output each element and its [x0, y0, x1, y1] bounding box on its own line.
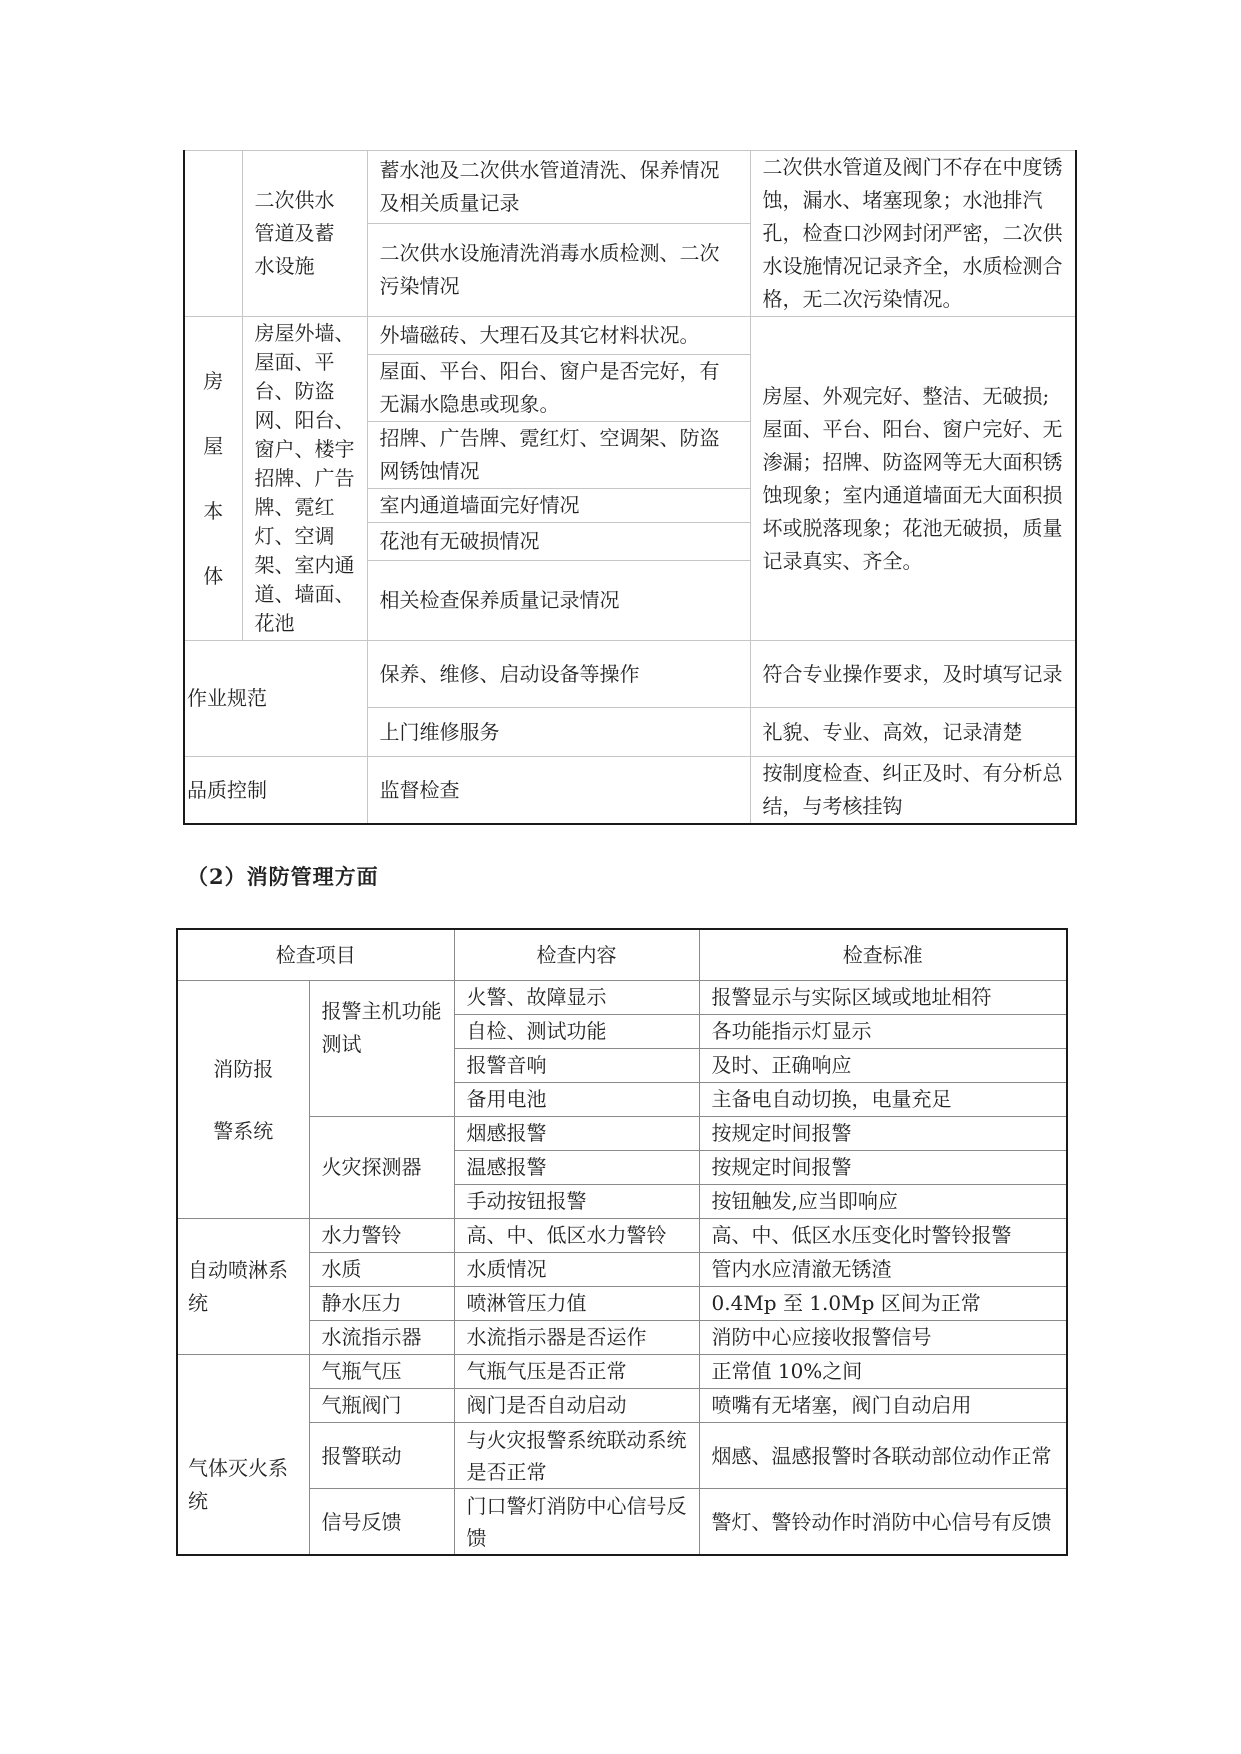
table1-quality-content: 监督检查: [367, 757, 750, 825]
sprinkler-item-2: 水质: [309, 1253, 454, 1287]
table1-house-standard: 房屋、外观完好、整洁、无破损;屋面、平台、阳台、窗户完好、无渗漏；招牌、防盗网等无大面积锈蚀现象；室内通道墙面无大面积损坏或脱落现象；花池无破损，质量记录真实、齐全。: [750, 317, 1076, 641]
table1-quality-standard: 按制度检查、纠正及时、有分析总结，与考核挂钩: [750, 757, 1076, 825]
sprinkler-content-2: 水质情况: [454, 1253, 699, 1287]
gas-content-4: 门口警灯消防中心信号反馈: [454, 1489, 699, 1556]
alarm-host-label: 报警主机功能测试: [309, 981, 454, 1117]
sprinkler-standard-4: 消防中心应接收报警信号: [699, 1321, 1067, 1355]
table1-house-item: 房屋外墙、屋面、平台、防盗网、阳台、窗户、楼宇招牌、广告牌、霓红灯、空调架、室内通道、墙面、花池: [242, 317, 367, 641]
gas-standard-2: 喷嘴有无堵塞，阀门自动启用: [699, 1389, 1067, 1423]
table1-house-content-1: 外墙磁砖、大理石及其它材料状况。: [367, 317, 750, 355]
fire-management-table: [176, 928, 1068, 1556]
table1-work-category: 作业规范: [184, 641, 367, 757]
alarm-host-content-2: 自检、测试功能: [454, 1015, 699, 1049]
sprinkler-system-label: 自动喷淋系统: [177, 1219, 309, 1355]
gas-system-label: 气体灭火系统: [177, 1355, 309, 1556]
detector-label: 火灾探测器: [309, 1117, 454, 1219]
sprinkler-standard-1: 高、中、低区水压变化时警铃报警: [699, 1219, 1067, 1253]
table1-work-content-1: 保养、维修、启动设备等操作: [367, 641, 750, 708]
table1-house-content-6: 相关检查保养质量记录情况: [367, 561, 750, 641]
sprinkler-standard-3: 0.4Mp 至 1.0Mp 区间为正常: [699, 1287, 1067, 1321]
gas-standard-4: 警灯、警铃动作时消防中心信号有反馈: [699, 1489, 1067, 1556]
detector-standard-1: 按规定时间报警: [699, 1117, 1067, 1151]
sprinkler-item-4: 水流指示器: [309, 1321, 454, 1355]
gas-item-1: 气瓶气压: [309, 1355, 454, 1389]
table1-house-content-2: 屋面、平台、阳台、窗户是否完好，有无漏水隐患或现象。: [367, 355, 750, 422]
gas-item-2: 气瓶阀门: [309, 1389, 454, 1423]
property-inspection-table: [183, 150, 1077, 825]
table1-water-standard: 二次供水管道及阀门不存在中度锈蚀，漏水、堵塞现象；水池排汽孔，检查口沙网封闭严密，二次供水设施情况记录齐全，水质检测合格，无二次污染情况。: [750, 151, 1076, 317]
table1-house-content-4: 室内通道墙面完好情况: [367, 489, 750, 523]
detector-standard-3: 按钮触发,应当即响应: [699, 1185, 1067, 1219]
table1-water-item: 二次供水 管道及蓄 水设施: [242, 151, 367, 317]
header-check-item: 检查项目: [177, 929, 454, 981]
detector-content-2: 温感报警: [454, 1151, 699, 1185]
gas-content-1: 气瓶气压是否正常: [454, 1355, 699, 1389]
table1-water-content-2: 二次供水设施清洗消毒水质检测、二次污染情况: [367, 224, 750, 317]
gas-content-2: 阀门是否自动启动: [454, 1389, 699, 1423]
alarm-host-standard-3: 及时、正确响应: [699, 1049, 1067, 1083]
sprinkler-standard-2: 管内水应清澈无锈渣: [699, 1253, 1067, 1287]
alarm-host-content-1: 火警、故障显示: [454, 981, 699, 1015]
table1-empty-category-cell: [184, 151, 242, 317]
alarm-host-standard-2: 各功能指示灯显示: [699, 1015, 1067, 1049]
table1-house-content-3: 招牌、广告牌、霓红灯、空调架、防盗网锈蚀情况: [367, 422, 750, 489]
gas-item-4: 信号反馈: [309, 1489, 454, 1556]
sprinkler-content-4: 水流指示器是否运作: [454, 1321, 699, 1355]
sprinkler-content-1: 高、中、低区水力警铃: [454, 1219, 699, 1253]
table1-quality-category: 品质控制: [184, 757, 367, 825]
table1-house-category: 房 屋 本 体: [184, 317, 242, 641]
table1-work-standard-1: 符合专业操作要求，及时填写记录: [750, 641, 1076, 708]
gas-standard-3: 烟感、温感报警时各联动部位动作正常: [699, 1423, 1067, 1489]
header-check-content: 检查内容: [454, 929, 699, 981]
detector-content-1: 烟感报警: [454, 1117, 699, 1151]
sprinkler-content-3: 喷淋管压力值: [454, 1287, 699, 1321]
table1-house-content-5: 花池有无破损情况: [367, 523, 750, 561]
alarm-host-standard-1: 报警显示与实际区域或地址相符: [699, 981, 1067, 1015]
alarm-system-label: 消防报 警系统: [177, 981, 309, 1219]
table1-water-content-1: 蓄水池及二次供水管道清洗、保养情况及相关质量记录: [367, 151, 750, 224]
detector-content-3: 手动按钮报警: [454, 1185, 699, 1219]
table1-work-content-2: 上门维修服务: [367, 708, 750, 757]
gas-content-3: 与火灾报警系统联动系统是否正常: [454, 1423, 699, 1489]
gas-item-3: 报警联动: [309, 1423, 454, 1489]
gas-standard-1: 正常值 10%之间: [699, 1355, 1067, 1389]
detector-standard-2: 按规定时间报警: [699, 1151, 1067, 1185]
section-title: （2）消防管理方面: [187, 864, 379, 889]
alarm-host-standard-4: 主备电自动切换，电量充足: [699, 1083, 1067, 1117]
header-check-standard: 检查标准: [699, 929, 1067, 981]
sprinkler-item-3: 静水压力: [309, 1287, 454, 1321]
alarm-host-content-3: 报警音响: [454, 1049, 699, 1083]
sprinkler-item-1: 水力警铃: [309, 1219, 454, 1253]
table1-work-standard-2: 礼貌、专业、高效，记录清楚: [750, 708, 1076, 757]
alarm-host-content-4: 备用电池: [454, 1083, 699, 1117]
